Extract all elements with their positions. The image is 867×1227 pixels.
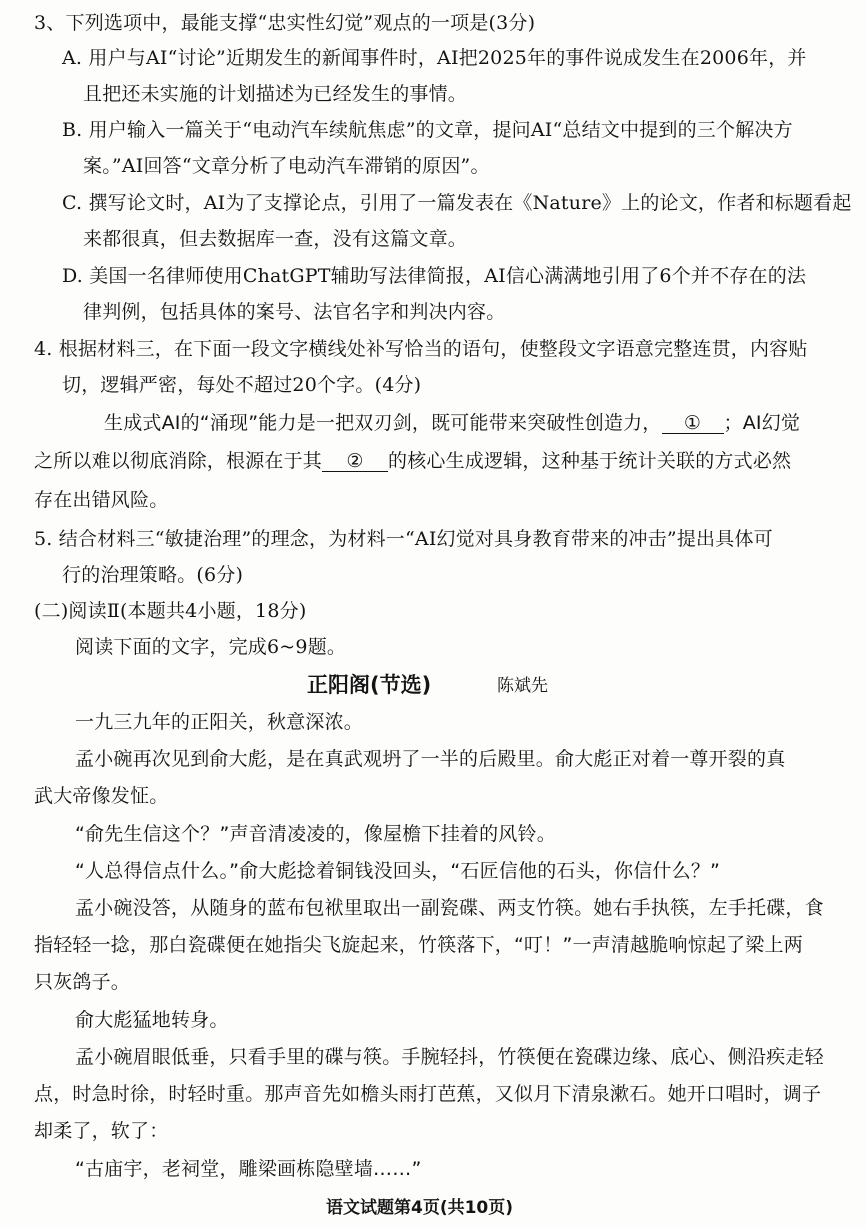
story-paragraph-5-line3: 只灰鸽子。	[34, 971, 131, 993]
story-paragraph-1: 一九三九年的正阳关，秋意深浓。	[75, 711, 364, 733]
q4-passage-text: 之所以难以彻底消除，根源在于其	[34, 450, 323, 472]
q3-option-a-line2: 且把还未实施的计划描述为已经发生的事情。	[83, 83, 468, 105]
section-instruction: 阅读下面的文字，完成6~9题。	[75, 636, 347, 658]
q5-stem-line1: 5. 结合材料三“敏捷治理”的理念，为材料一“AI幻觉对具身教育带来的冲击”提出具体可	[34, 528, 773, 550]
story-paragraph-5-line1: 孟小碗没答，从随身的蓝布包袱里取出一副瓷碟、两支竹筷。她右手执筷，左手托碟，食	[75, 897, 824, 919]
q4-passage-line3: 存在出错风险。	[34, 489, 169, 511]
q4-passage-text: 的核心生成逻辑，这种基于统计关联的方式必然	[388, 450, 792, 472]
story-title: 正阳阁(节选)	[307, 673, 432, 697]
q4-stem-line2: 切，逻辑严密，每处不超过20个字。(4分)	[62, 374, 422, 396]
q4-passage-text: ；AI幻觉	[723, 412, 801, 434]
q3-option-c-line1: C. 撰写论文时，AI为了支撑论点，引用了一篇发表在《Nature》上的论文，作者和标题看起	[62, 192, 852, 214]
section-heading: (二)阅读Ⅱ(本题共4小题，18分)	[34, 600, 307, 622]
page-footer: 语文试题第4页(共10页)	[326, 1198, 514, 1218]
q3-option-d-line1: D. 美国一名律师使用ChatGPT辅助写法律简报，AI信心满满地引用了6个并不存在的法	[62, 265, 807, 287]
q3-option-b-line1: B. 用户输入一篇关于“电动汽车续航焦虑”的文章，提问AI“总结文中提到的三个解决方	[62, 119, 793, 141]
q5-stem-line2: 行的治理策略。(6分)	[62, 564, 244, 586]
q3-option-c-line2: 来都很真，但去数据库一查，没有这篇文章。	[83, 228, 468, 250]
q4-stem-line1: 4. 根据材料三，在下面一段文字横线处补写恰当的语句，使整段文字语意完整连贯，内容贴	[34, 338, 808, 360]
q3-stem: 3、下列选项中，最能支撑“忠实性幻觉”观点的一项是(3分)	[34, 12, 536, 34]
answer-blank-2[interactable]	[322, 451, 388, 472]
story-paragraph-7-line2: 点，时急时徐，时轻时重。那声音先如檐头雨打芭蕉，又似月下清泉漱石。她开口唱时，调子	[34, 1083, 822, 1105]
story-paragraph-2-line2: 武大帝像发怔。	[34, 785, 169, 807]
q3-option-a-line1: A. 用户与AI“讨论”近期发生的新闻事件时，AI把2025年的事件说成发生在2006年，并	[62, 47, 807, 69]
q3-option-d-line2: 律判例，包括具体的案号、法官名字和判决内容。	[83, 301, 506, 323]
answer-blank-1[interactable]	[662, 413, 724, 434]
story-paragraph-6: 俞大彪猛地转身。	[75, 1009, 229, 1031]
story-paragraph-3: “俞先生信这个？”声音清凌凌的，像屋檐下挂着的风铃。	[75, 823, 556, 845]
story-author: 陈斌先	[497, 676, 548, 696]
story-paragraph-4: “人总得信点什么。”俞大彪捻着铜钱没回头，“石匠信他的石头，你信什么？”	[75, 860, 721, 882]
q4-passage-line2	[34, 449, 791, 473]
blank-marker: ②	[346, 450, 364, 472]
q4-passage-line1	[104, 411, 800, 435]
q4-passage-text: 生成式AI的“涌现”能力是一把双刃剑，既可能带来突破性创造力，	[104, 412, 662, 434]
story-paragraph-8: “古庙宇，老祠堂，雕梁画栋隐壁墙……”	[75, 1158, 422, 1180]
story-paragraph-7-line3: 却柔了，软了：	[34, 1120, 169, 1142]
blank-marker: ①	[683, 412, 702, 434]
story-paragraph-7-line1: 孟小碗眉眼低垂，只看手里的碟与筷。手腕轻抖，竹筷便在瓷碟边缘、底心、侧沿疾走轻	[75, 1046, 824, 1068]
story-paragraph-2-line1: 孟小碗再次见到俞大彪，是在真武观坍了一半的后殿里。俞大彪正对着一尊开裂的真	[75, 748, 786, 770]
story-paragraph-5-line2: 指轻轻一捻，那白瓷碟便在她指尖飞旋起来，竹筷落下，“叮！”一声清越脆响惊起了梁上两	[34, 934, 803, 956]
q3-option-b-line2: 案。”AI回答“文章分析了电动汽车滞销的原因”。	[83, 155, 490, 177]
